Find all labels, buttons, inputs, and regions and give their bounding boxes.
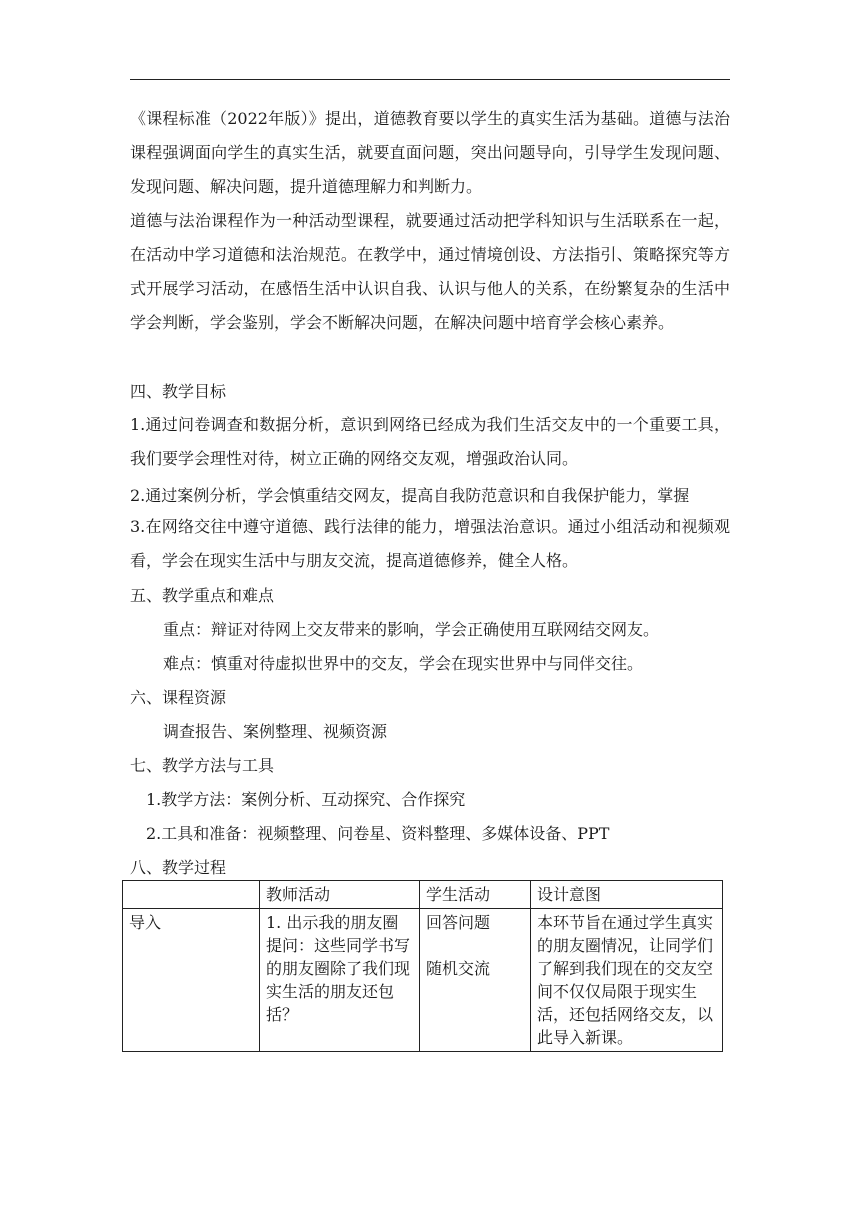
method-2: 2.工具和准备：视频整理、问卷星、资料整理、多媒体设备、PPT (146, 824, 610, 843)
section-heading-key-points: 五、教学重点和难点 (130, 586, 275, 605)
goal-2: 2.通过案例分析，学会慎重结交网友，提高自我防范意识和自我保护能力，掌握 (130, 486, 690, 505)
table-header-cell: 教师活动 (260, 881, 420, 909)
goal-3: 3.在网络交往中遵守道德、践行法律的能力，增强法治意识。通过小组活动和视频观看，学会在现实生活中与朋友交流，提高道德修养，健全人格。 (130, 517, 730, 570)
section-heading-resources: 六、课程资源 (130, 688, 227, 707)
key-point: 重点：辩证对待网上交友带来的影响，学会正确使用互联网结交网友。 (163, 620, 660, 639)
table-header-cell (123, 881, 260, 909)
goal-1: 1.通过问卷调查和数据分析，意识到网络已经成为我们生活交友中的一个重要工具，我们要学会理性对待，树立正确的网络交友观，增强政治认同。 (130, 415, 730, 468)
section-heading-process: 八、教学过程 (130, 858, 227, 877)
activity-course-paragraph: 道德与法治课程作为一种活动型课程，就要通过活动把学科知识与生活联系在一起，在活动中学习道德和法治规范。在教学中，通过情境创设、方法指引、策略探究等方式开展学习活动，在感悟生活中认识自我、认识与他人的关系，在纷繁复杂的生活中学会判断，学会鉴别，学会不断解决问题，在解决问题中培育学会核心素养。 (130, 211, 730, 332)
teaching-process-table (122, 880, 723, 1052)
section-heading-methods: 七、教学方法与工具 (130, 756, 275, 775)
student-activity-discuss: 随机交流 (426, 959, 491, 978)
resources-list: 调查报告、案例整理、视频资源 (163, 722, 388, 741)
table-header-cell: 设计意图 (531, 881, 723, 909)
stage-cell: 导入 (123, 909, 260, 1052)
table-header-row (123, 881, 723, 909)
table-header-cell: 学生活动 (420, 881, 531, 909)
design-intent-cell: 本环节旨在通过学生真实的朋友圈情况，让同学们了解到我们现在的交友空间不仅仅局限于现实生活，还包括网络交友，以此导入新课。 (531, 909, 723, 1052)
difficulty-point: 难点：慎重对待虚拟世界中的交友，学会在现实世界中与同伴交往。 (163, 654, 644, 673)
method-1: 1.教学方法：案例分析、互动探究、合作探究 (146, 790, 466, 809)
table-row (123, 909, 723, 1052)
standard-paragraph: 《课程标准（2022年版）》提出，道德教育要以学生的真实生活为基础。道德与法治课程强调面向学生的真实生活，就要直面问题，突出问题导向，引导学生发现问题、发现问题、解决问题，提升道德理解力和判断力。 (130, 109, 730, 196)
student-activity-cell (420, 909, 531, 1052)
teacher-activity-cell: 1. 出示我的朋友圈提问：这些同学书写的朋友圈除了我们现实生活的朋友还包括？ (260, 909, 420, 1052)
section-heading-goals: 四、教学目标 (130, 382, 227, 401)
student-activity-answer: 回答问题 (426, 913, 491, 932)
header-rule (130, 79, 730, 80)
